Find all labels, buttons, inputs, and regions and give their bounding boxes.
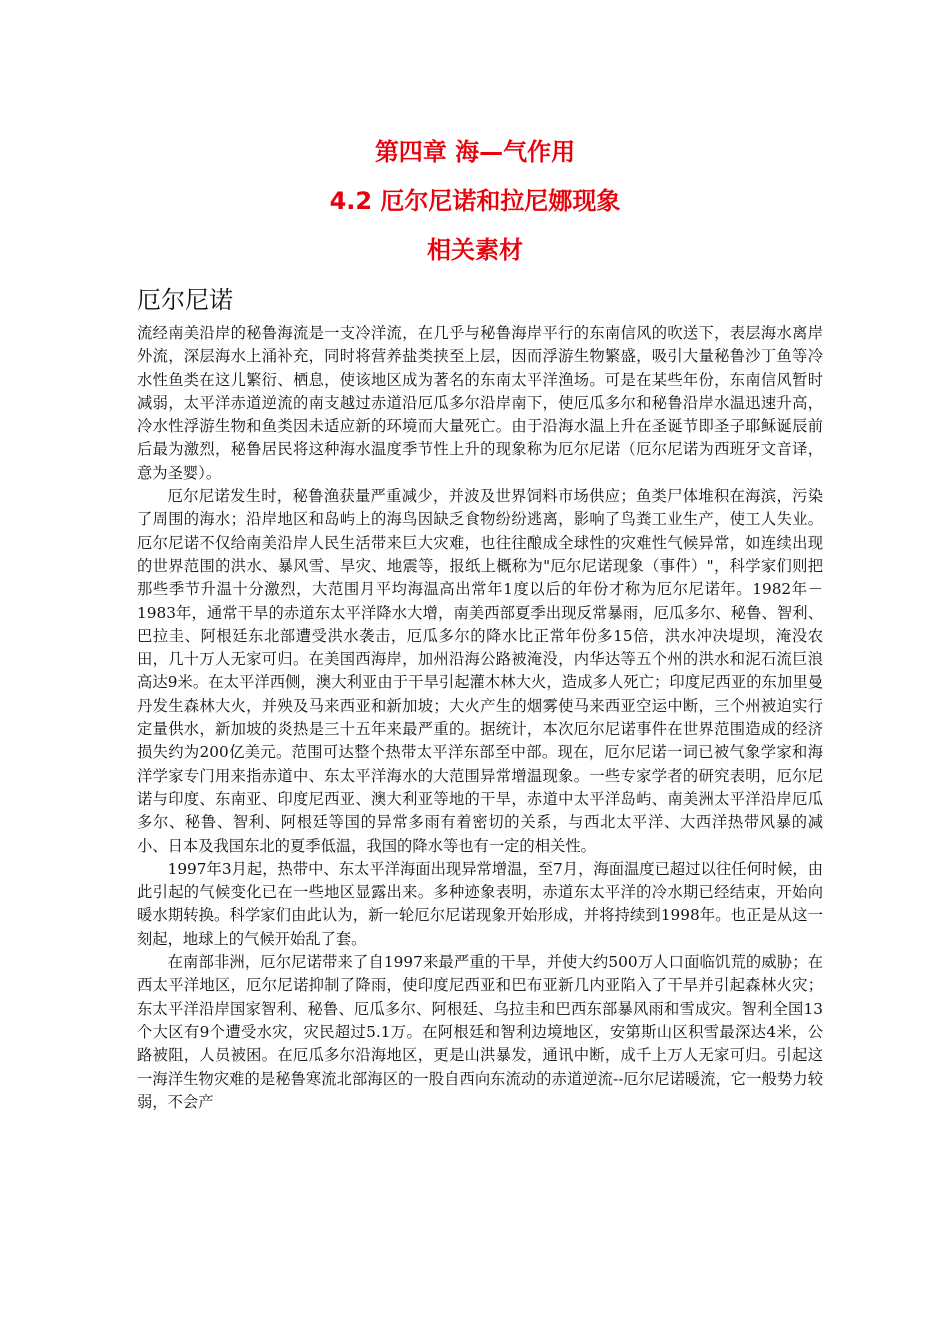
document-body <box>137 322 823 1114</box>
paragraph: 流经南美沿岸的秘鲁海流是一支冷洋流，在几乎与秘鲁海岸平行的东南信风的吹送下，表层海水离岸外流，深层海水上涌补充，同时将营养盐类挟至上层，因而浮游生物繁盛，吸引大量秘鲁沙丁鱼等冷水性鱼类在这儿繁衍、栖息，使该地区成为著名的东南太平洋渔场。可是在某些年份，东南信风暂时减弱，太平洋赤道逆流的南支越过赤道沿厄瓜多尔沿岸南下，使厄瓜多尔和秘鲁沿岸水温迅速升高，冷水性浮游生物和鱼类因未适应新的环境而大量死亡。由于沿海水温上升在圣诞节即圣子耶稣诞辰前后最为激烈，秘鲁居民将这种海水温度季节性上升的现象称为厄尔尼诺（厄尔尼诺为西班牙文音译，意为圣婴）。 <box>137 324 823 482</box>
material-title: 相关素材 <box>427 236 523 264</box>
el-nino-heading: 厄尔尼诺 <box>137 286 233 314</box>
chapter-title: 第四章 海—气作用 <box>374 138 576 166</box>
paragraph: 在南部非洲，厄尔尼诺带来了自1997来最严重的干旱，并使大约500万人口面临饥荒的威胁；在西太平洋地区，厄尔尼诺抑制了降雨，使印度尼西亚和巴布亚新几内亚陷入了干旱并引起森林火灾；东太平洋沿岸国家智利、秘鲁、厄瓜多尔、阿根廷、乌拉圭和巴西东部暴风雨和雪成灾。智利全国13个大区有9个遭受水灾，灾民超过5.1万。在阿根廷和智利边境地区，安第斯山区积雪最深达4米，公路被阻，人员被困。在厄瓜多尔沿海地区，更是山洪暴发，通讯中断，成千上万人无家可归。引起这一海洋生物灾难的是秘鲁寒流北部海区的一股自西向东流动的赤道逆流--厄尔尼诺暖流，它一般势力较弱，不会产 <box>137 953 823 1111</box>
paragraph: 1997年3月起，热带中、东太平洋海面出现异常增温，至7月，海面温度已超过以往任何时候，由此引起的气候变化已在一些地区显露出来。多种迹象表明，赤道东太平洋的冷水期已经结束，开始向暖水期转换。科学家们由此认为，新一轮厄尔尼诺现象开始形成，并将持续到1998年。也正是从这一刻起，地球上的气候开始乱了套。 <box>137 859 823 948</box>
paragraph: 厄尔尼诺发生时，秘鲁渔获量严重减少，并波及世界饲料市场供应；鱼类尸体堆积在海滨，污染了周围的海水；沿岸地区和岛屿上的海鸟因缺乏食物纷纷逃离，影响了鸟粪工业生产，使工人失业。厄尔尼诺不仅给南美沿岸人民生活带来巨大灾难，也往往酿成全球性的灾难性气候异常，如连续出现的世界范围的洪水、暴风雪、旱灾、地震等，报纸上概称为"厄尔尼诺现象（事件）"，科学家们则把那些季节升温十分激烈，大范围月平均海温高出常年1度以后的年份才称为厄尔尼诺年。1982年－1983年，通常干旱的赤道东太平洋降水大增，南美西部夏季出现反常暴雨，厄瓜多尔、秘鲁、智利、巴拉圭、阿根廷东北部遭受洪水袭击，厄瓜多尔的降水比正常年份多15倍，洪水冲决堤坝，淹没农田，几十万人无家可归。在美国西海岸，加州沿海公路被淹没，内华达等五个州的洪水和泥石流巨浪高达9米。在太平洋西侧，澳大利亚由于干旱引起灌木林大火，造成多人死亡；印度尼西亚的东加里曼丹发生森林大火，并殃及马来西亚和新加坡；大火产生的烟雾使马来西亚空运中断，三个州被迫实行定量供水，新加坡的炎热是三十五年来最严重的。据统计，本次厄尔尼诺事件在世界范围造成的经济损失约为200亿美元。范围可达整个热带太平洋东部至中部。现在，厄尔尼诺一词已被气象学家和海洋学家专门用来指赤道中、东太平洋海水的大范围异常增温现象。一些专家学者的研究表明，厄尔尼诺与印度、东南亚、印度尼西亚、澳大利亚等地的干旱，赤道中太平洋岛屿、南美洲太平洋沿岸厄瓜多尔、秘鲁、智利、阿根廷等国的异常多雨有着密切的关系，与西北太平洋、大西洋热带风暴的减小、日本及我国东北的夏季低温，我国的降水等也有一定的相关性。 <box>137 487 823 855</box>
section-title: 4.2 厄尔尼诺和拉尼娜现象 <box>329 187 621 215</box>
